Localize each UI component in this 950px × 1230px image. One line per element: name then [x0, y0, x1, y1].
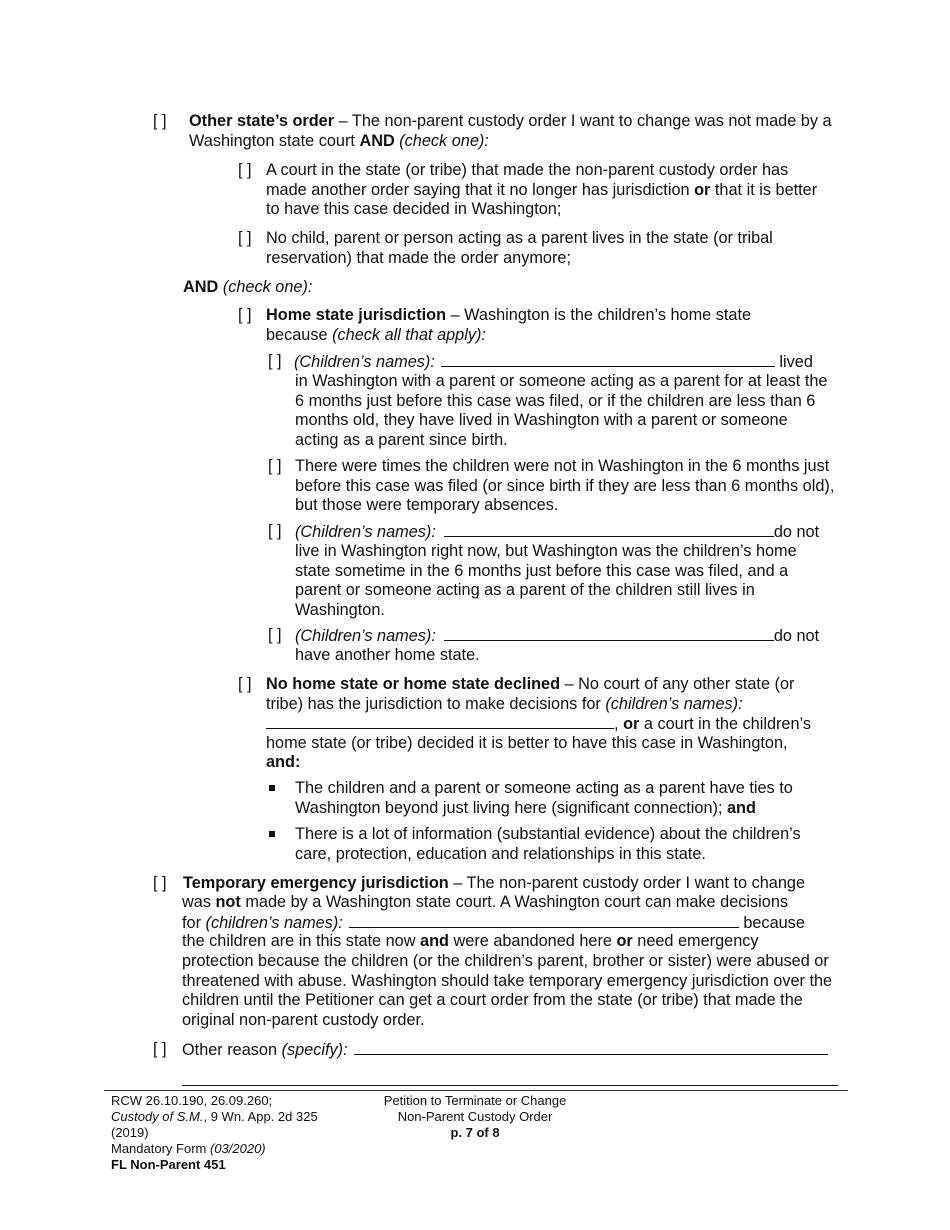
other-reason-blank-2[interactable] — [182, 1071, 838, 1086]
home-state-title: Home state jurisdiction — [266, 306, 447, 324]
footer-form-title: Petition to Terminate or Change — [383, 1093, 567, 1108]
other-states-order-title: Other state’s order — [189, 112, 335, 130]
checkbox-home-lived[interactable]: [ ] — [268, 352, 282, 370]
other-reason-blank[interactable] — [354, 1040, 828, 1055]
footer-left: RCW 26.10.190, 26.09.260; Custody of S.M., 9 Wn. App. 2d 325 (2019) Mandatory Form (03/2020) FL Non-Parent 451 — [111, 1093, 318, 1172]
and-check-one: AND (check one): — [183, 278, 313, 296]
children-names-blank-4[interactable] — [266, 714, 614, 729]
footer-rule — [104, 1090, 848, 1091]
temporary-emergency-rest: protection because the children (or the children’s parent, brother or sister) were abused or threatened with abuse. Washington should take temporary emergency jurisdiction over the children until the Petitioner can get a court order from the state (or tribe) that made the original non-parent custody order. — [182, 952, 833, 1029]
children-names-blank-1[interactable] — [441, 352, 775, 367]
substantial-evidence-text: There is a lot of information (substantial evidence) about the children’s care, protection, education and relationships in this state. — [295, 825, 801, 863]
no-home-state-and: and: — [266, 753, 301, 771]
checkbox-no-one-lives-in-state[interactable]: [ ] — [238, 229, 252, 247]
temporary-emergency-line3: for (children’s names): because — [182, 914, 805, 932]
no-home-state-line3: , or a court in the children’s — [266, 714, 811, 735]
form-id: FL Non-Parent 451 — [111, 1157, 226, 1172]
home-lived-rest: in Washington with a parent or someone acting as a parent for at least the 6 months just before this case was filed, or if the children are less than 6 months old, they have lived in Washington with a parent or someone acting as a parent since birth. — [295, 372, 828, 449]
temporary-emergency-line1: Temporary emergency jurisdiction – The non-parent custody order I want to change — [183, 874, 806, 892]
other-states-order-text: Other state’s order – The non-parent custody order I want to change was not made by a Washington state court AND (check one): — [189, 112, 832, 150]
temporary-emergency-line2: was not made by a Washington state court. A Washington court can make decisions — [182, 893, 789, 911]
home-lived-line1: (Children’s names): lived — [294, 353, 813, 371]
children-names-blank-2[interactable] — [444, 522, 774, 537]
temporary-emergency-line4: the children are in this state now and were abandoned here or need emergency — [182, 932, 759, 950]
checkbox-temporary-absences[interactable]: [ ] — [268, 457, 282, 475]
home-sometime-line1: (Children’s names): do not — [295, 523, 820, 541]
court-no-jurisdiction-text: A court in the state (or tribe) that made the non-parent custody order has made another order saying that it no longer has jurisdiction or that it is better to have this case decided in Washington; — [266, 161, 818, 219]
home-sometime-rest: live in Washington right now, but Washington was the children’s home state sometime in the 6 months just before this case was filed, and a parent or someone acting as a parent of the children still lives in Washington. — [295, 542, 797, 619]
checkbox-no-other-home-state[interactable]: [ ] — [268, 626, 282, 644]
bullet-icon — [269, 831, 275, 837]
no-one-lives-text: No child, parent or person acting as a parent lives in the state (or tribal reservation) that made the order anymore; — [266, 229, 773, 267]
checkbox-no-home-state[interactable]: [ ] — [238, 675, 252, 693]
children-names-blank-3[interactable] — [444, 626, 774, 641]
checkbox-temporary-emergency[interactable]: [ ] — [153, 874, 167, 892]
page-number: p. 7 of 8 — [450, 1125, 500, 1140]
checkbox-other-states-order[interactable]: [ ] — [153, 112, 167, 130]
checkbox-court-no-jurisdiction[interactable]: [ ] — [238, 161, 252, 179]
children-names-blank-5[interactable] — [349, 913, 739, 928]
checkbox-home-state[interactable]: [ ] — [238, 306, 252, 324]
bullet-icon — [269, 785, 275, 791]
temporary-absences-text: There were times the children were not in Washington in the 6 months just before this case was filed (or since birth if they are less than 6 months old), but those were temporary absences. — [295, 457, 835, 515]
home-state-text: Home state jurisdiction – Washington is the children’s home state because (check all that apply): — [266, 306, 752, 344]
no-home-state-title: No home state or home state declined — [266, 675, 561, 693]
significant-connection-text: The children and a parent or someone acting as a parent have ties to Washington beyond just living here (significant connection); and — [295, 779, 793, 817]
footer-center: Petition to Terminate or Change Non-Parent Custody Order p. 7 of 8 — [345, 1093, 605, 1141]
other-reason-line: Other reason (specify): — [182, 1040, 828, 1061]
no-other-home-rest: have another home state. — [295, 646, 480, 664]
no-home-state-text: No home state or home state declined – No court of any other state (or tribe) has the jurisdiction to make decisions for (children’s names): — [266, 675, 795, 713]
temporary-emergency-title: Temporary emergency jurisdiction — [183, 874, 449, 892]
no-other-home-line1: (Children’s names): do not — [295, 627, 820, 645]
checkbox-other-reason[interactable]: [ ] — [153, 1040, 167, 1058]
no-home-state-line4: home state (or tribe) decided it is better to have this case in Washington, — [266, 734, 788, 752]
checkbox-home-state-sometime[interactable]: [ ] — [268, 522, 282, 540]
